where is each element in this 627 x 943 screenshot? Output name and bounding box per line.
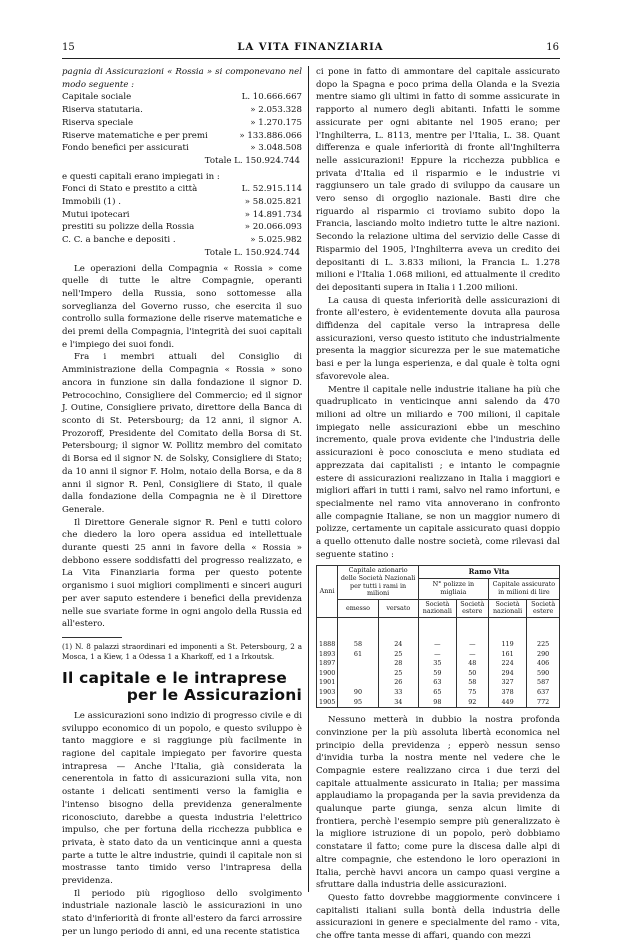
paragraph: Le assicurazioni sono indizio di progresso civile e di sviluppo economico di un popolo, e questo sviluppo è tanto maggiore e si raggiunge più facilmente in ragione del capitale impiegato per favorire questa intrapresa — Anche l'Italia, già considerata la cenerentola in fatto di assicurazioni sulla vita, non ostante i delicati sentimenti verso la famiglia e l'intenso bisogno della previdenza generalmente riconosciuto, darebbe a questa industria l'elettrico impulso, che per fortuna della ricchezza pubblica e privata, è stato dato da un venticinque anni a questa parte a tutte le altre industrie, quindi il capitale non si mostrasse tanto timido verso l'intrapresa della previdenza. <box>62 710 302 887</box>
investments-total: Totale L. 150.924.744 <box>204 247 300 258</box>
subheader-versato: versato <box>378 599 418 617</box>
table-row: 1893 61 25 — — 161 290 <box>317 650 560 660</box>
investment-row: Fonci di Stato e prestito a città L. 52.915.114 <box>62 184 302 195</box>
page-number-left: 15 <box>62 42 75 53</box>
table-row: 1901 26 63 58 327 587 <box>317 678 560 688</box>
subheader-estere: Società estere <box>527 599 560 617</box>
subheader-emesso: emesso <box>338 599 378 617</box>
header-rule <box>62 58 560 59</box>
paragraph: Questo fatto dovrebbe maggiormente convincere i capitalisti italiani sulla bontà della industria delle assicurazioni in genere e specialmente del ramo - vita, che offre tanta messe di affari, quando con mezzi <box>316 892 560 942</box>
reserve-row: Capitale sociale L. 10.666.667 <box>62 92 302 103</box>
reserve-row: Riserva statutaria. » 2.053.328 <box>62 105 302 116</box>
reserve-row: Riserve matematiche e per premi » 133.886.066 <box>62 130 302 141</box>
paragraph: Mentre il capitale nelle industrie italiane ha più che quadruplicato in venticinque anni salendo da 470 milioni ad oltre un miliardo e 700 milioni, il capitale impiegato nelle assicurazioni ebbe un meschino incremento, quale prova evidente che l'industria delle assicurazioni è poco conosciuta e meno studiata ed apprezzata dai capitalisti ; e intanto le compagnie estere di assicurazioni realizzano in Italia i maggiori e migliori affari in tutti i rami, salvo nel ramo infortuni, e specialmente nel ramo vita annoverano in confronto alle compagnie Italiane, se non un maggior numero di polizze, certamente un capitale assicurato quasi doppio a quello ottenuto dalle nostre società, come rilevasi dal seguente statino : <box>316 384 560 560</box>
page-number-right: 16 <box>546 42 559 53</box>
subheader-estere: Società estere <box>456 599 488 617</box>
paragraph: Le operazioni della Compagnia « Rossia » come quelle di tutte le altre Compagnie, operanti nell'Impero della Russia, sono sottomesse alla sorveglianza del Governo russo, che esercita il suo controllo sulla formazione delle riserve matematiche e dei premi della Compagnia, l'integrità dei suoi capitali e l'impiego dei suoi fondi. <box>62 263 302 350</box>
paragraph: Fra i membri attuali del Consiglio di Amministrazione della Compagnia « Rossia » sono ancora in funzione sin dalla fondazione il signor D. Petrocochino, Consigliere del Commercio; ed il signor J. Outine, Consigliere privato, direttore della Banca di sconto di St. Petersbourg; da 12 anni, il signor A. Prozoroff, Presidente del Comitato della Borsa di St. Petersbourg; il signor W. Pollitz membro del comitato di Borsa ed il signor N. de Solsky, Consigliere di Stato; da 10 anni il signor F. Holm, notaio della Borsa, e da 8 anni il signor R. Penl, Consigliere di Stato, il quale dalla fondazione della Compagnia ne è il Direttore Generale. <box>62 352 302 515</box>
investment-row: Immobili (1) . » 58.025.821 <box>62 197 302 208</box>
reserves-total: Totale L. 150.924.744 <box>204 155 300 166</box>
column-divider <box>308 66 309 892</box>
table-spacer-row <box>317 617 560 640</box>
paragraph: Il Direttore Generale signor R. Penl e tutti coloro che diedero la loro opera assidua ed intellettuale durante questi 25 anni in favore della « Rossia » debbono essere soddisfatti del progresso realizzato, e La Vita Finanziaria forma per questo potente organismo i suoi migliori complimenti e sinceri auguri per aver saputo estendere i benefici della previdenza nelle sue svariate forme in ogni angolo della Russia ed all'estero. <box>62 517 302 630</box>
right-column <box>316 66 560 943</box>
table-row: 1903 90 33 65 75 378 637 <box>317 688 560 698</box>
paragraph: La causa di questa inferiorità delle assicurazioni di fronte all'estero, è evidentemente dovuta alla paurosa diffidenza del capitale verso la intrapresa delle assicurazioni, verso questo istituto che industrialmente presenta la maggior sicurezza per le sue matematiche basi e per la lunga esperienza, e dal quale è tolta ogni sfavorevole alea. <box>316 295 560 382</box>
left-column <box>62 66 302 939</box>
footnote: (1) N. 8 palazzi straordinari ed imponenti a St. Petersbourg, 2 a Mosca, 1 a Kiew, 1 a Odessa 1 a Kharkoff, ed 1 a Irkoutsk. <box>62 641 302 661</box>
journal-title: LA VITA FINANZIARIA <box>237 42 384 53</box>
col-header-ramo-vita: Ramo Vita <box>418 566 559 578</box>
investment-row: C. C. a banche e depositi . » 5.025.982 <box>62 235 302 246</box>
investment-row: Mutui ipotecari » 14.891.734 <box>62 209 302 220</box>
heading-line-2: per le Assicurazioni <box>126 685 302 704</box>
table-row: 1897 28 35 48 224 406 <box>317 659 560 669</box>
subheader-nazionali: Società nazionali <box>488 599 526 617</box>
table-row: 1905 95 34 98 92 449 772 <box>317 698 560 708</box>
heading-line-1: Il capitale e le intraprese <box>62 668 288 687</box>
paragraph: Il periodo più rigoglioso dello svolgimento industriale nazionale lasciò le assicurazioni in uno stato d'inferiorità di fronte all'estero da farci arrossire per un lungo periodo di anni, ed una recente statistica <box>62 888 302 937</box>
table-row: 1900 25 59 50 294 590 <box>317 669 560 679</box>
investment-row: prestiti su polizze della Rossia » 20.066.093 <box>62 222 302 233</box>
col-header-capitale: Capitale azionario delle Società Nazionali per tutti i rami in milioni <box>338 566 419 599</box>
investments-intro: e questi capitali erano impiegati in : <box>62 171 220 182</box>
paragraph: ci pone in fatto di ammontare del capitale assicurato dopo la Spagna e poco prima della Olanda e la Svezia mentre siamo gli ultimi in fatto di somme assicurate in rapporto al numero degli abitanti. Infatti le somme assicurate per ogni abitante nel 1905 erano; per l'Inghilterra, L. 8113, mentre per l'Italia, L. 38. Quant differenza e quale inferiorità di fronte all'Inghilterra nelle assicurazioni! Eppure la ricchezza pubblica e privata d'Italia ed il risparmio e le industrie vi raggiunsero un tale grado di sviluppo da causare un vero senso di orgoglio nazionale. Basti dire che riguardo al risparmio ci troviamo subito dopo la Francia, lasciando molto indietro tutte le altre nazioni. Secondo la relazione ultima del servizio delle Casse di Risparmio del 1905, l'Inghilterra aveva un credito dei depositanti di L. 3.833 milioni, la Francia L. 1.278 milioni e l'Italia 1.068 milioni, ed attualmente il credito dei depositanti supera in Italia i 1.200 milioni. <box>316 67 560 293</box>
reserves-list <box>62 91 302 155</box>
reserve-row: Riserva speciale » 1.270.175 <box>62 117 302 128</box>
col-header-capitale-assicurato: Capitale assicurato in milioni di lire <box>488 578 559 599</box>
subheader-nazionali: Società nazionali <box>418 599 456 617</box>
statistics-table <box>316 565 560 708</box>
investments-list <box>62 183 302 247</box>
article-heading <box>62 670 302 704</box>
table-row: 1888 58 24 — — 119 225 <box>317 640 560 650</box>
col-header-anni: Anni <box>317 566 338 618</box>
col-header-polizze: N° polizze in migliaia <box>418 578 488 599</box>
paragraph: Nessuno metterà in dubbio la nostra profonda convinzione per la più assoluta libertà economica nel principio della previdenza ; epperò nessun senso d'invidia turba la nostra mente nel vedere che le Compagnie estere realizzano circa i due terzi del capitale attualmente assicurato in Italia; per massima applaudiamo la propaganda per la savia previdenza da qualunque parte giunga, senza alcun limite di frontiera, perchè l'esempio sempre più generalizzato è la migliore istruzione di un popolo, però dobbiamo constatare il fatto; come pure la discesa dalle alpi di altre compagnie, che estendono le loro operazioni in Italia, perchè havvi ancora un campo quasi vergine a sfruttare dalla industria delle assicurazioni. <box>316 715 560 891</box>
reserve-row: Fondo benefici per assicurati » 3.048.508 <box>62 143 302 154</box>
running-header <box>62 42 559 56</box>
reserves-intro: pagnia di Assicurazioni « Rossia » si componevano nel modo seguente : <box>62 67 302 90</box>
